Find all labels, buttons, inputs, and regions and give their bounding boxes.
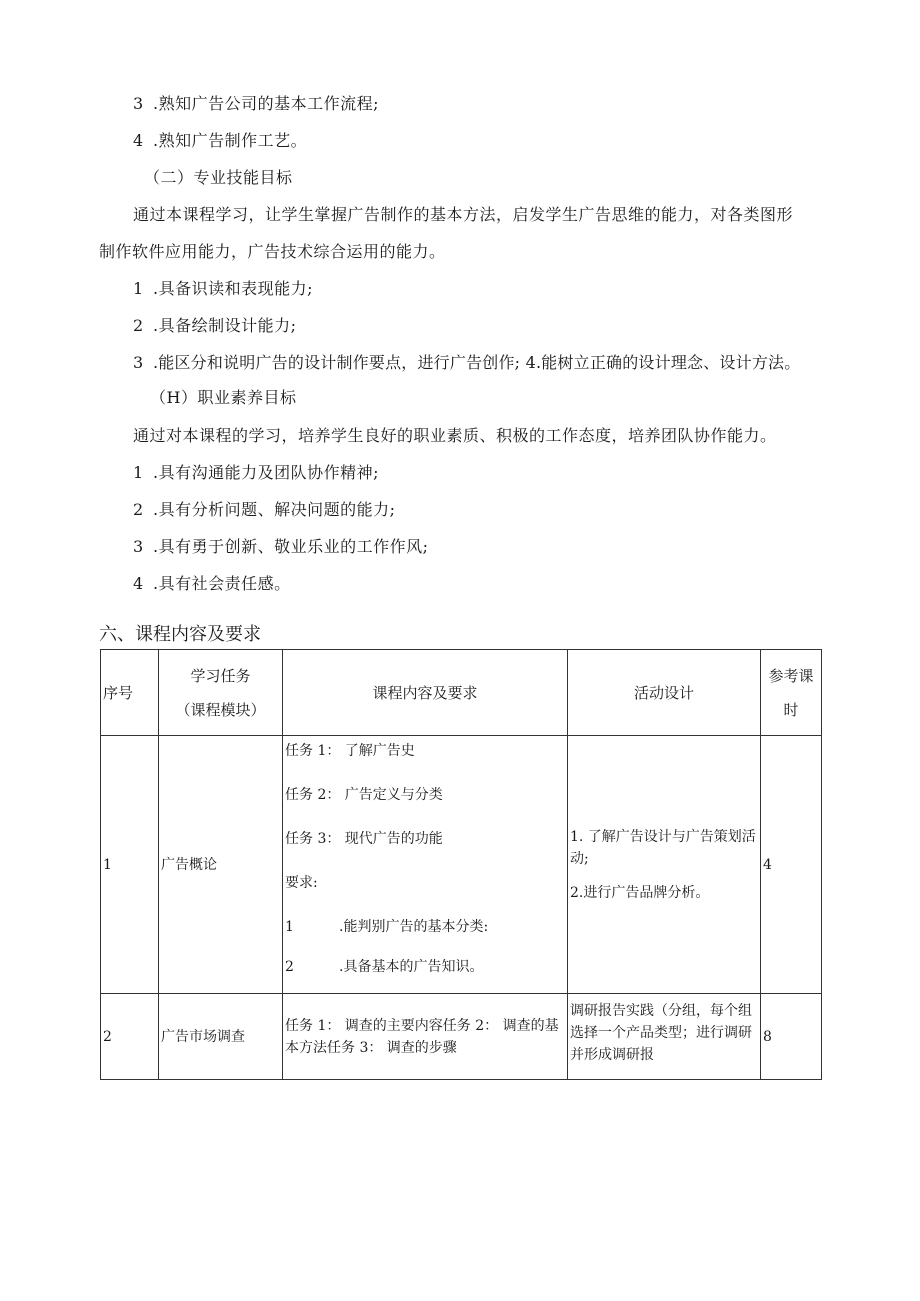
header-hours: 参考课 时 (761, 650, 822, 736)
table-row (101, 736, 822, 994)
header-task: 学习任务 （课程模块） (159, 650, 283, 736)
row2-hours: 8 (761, 994, 822, 1080)
table-header-row (101, 650, 822, 736)
skill-item-3: 3 .能区分和说明广告的设计制作要点，进行广告创作; 4.能树立正确的设计理念、设计方法。 (133, 353, 801, 372)
row1-activity: 1. 了解广告设计与广告策划活动; 2.进行广告品牌分析。 (568, 736, 761, 994)
row2-content: 任务 1： 调查的主要内容任务 2： 调查的基本方法任务 3： 调查的步骤 (283, 994, 568, 1080)
row1-content (283, 736, 568, 994)
row1-req-2: 2 .具备基本的广告知识。 (285, 959, 484, 975)
quality-item-4: 4 .具有社会责任感。 (133, 574, 291, 593)
course-content-table (100, 649, 822, 1080)
quality-item-2: 2 .具有分析问题、解决问题的能力; (133, 500, 396, 519)
skill-item-1: 1 .具备识读和表现能力; (133, 279, 313, 298)
row2-seq: 2 (101, 994, 159, 1080)
table-row (101, 994, 822, 1080)
row1-task-1: 任务 1： 了解广告史 (285, 743, 415, 759)
row1-task-2: 任务 2： 广告定义与分类 (285, 787, 443, 803)
header-seq: 序号 (101, 650, 159, 736)
professional-goals-intro: 通过对本课程的学习，培养学生良好的职业素质、积极的工作态度，培养团队协作能力。 (133, 426, 777, 445)
knowledge-item-3: 3 .熟知广告公司的基本工作流程; (133, 94, 379, 113)
skill-item-2: 2 .具备绘制设计能力; (133, 316, 297, 335)
row1-req-1: 1 .能判别广告的基本分类: (285, 919, 489, 935)
quality-item-3: 3 .具有勇于创新、敬业乐业的工作作风; (133, 537, 429, 556)
row1-hours: 4 (761, 736, 822, 994)
professional-goals-heading: （H）职业素养目标 (150, 388, 297, 407)
skill-goals-intro-line2: 制作软件应用能力，广告技术综合运用的能力。 (99, 242, 446, 261)
row1-task-3: 任务 3： 现代广告的功能 (285, 831, 443, 847)
row2-module: 广告市场调查 (159, 994, 283, 1080)
skill-goals-intro-line1: 通过本课程学习，让学生掌握广告制作的基本方法，启发学生广告思维的能力，对各类图形 (133, 205, 794, 224)
row1-module: 广告概论 (159, 736, 283, 994)
skill-goals-heading: （二）专业技能目标 (144, 168, 293, 187)
header-content: 课程内容及要求 (283, 650, 568, 736)
row2-activity: 调研报告实践（分组，每个组选择一个产品类型；进行调研并形成调研报 (568, 994, 761, 1080)
quality-item-1: 1 .具有沟通能力及团队协作精神; (133, 463, 379, 482)
row1-req-label: 要求: (285, 875, 318, 891)
section-six-title: 六、课程内容及要求 (99, 624, 261, 645)
row1-seq: 1 (101, 736, 159, 994)
knowledge-item-4: 4 .熟知广告制作工艺。 (133, 131, 308, 150)
header-activity: 活动设计 (568, 650, 761, 736)
